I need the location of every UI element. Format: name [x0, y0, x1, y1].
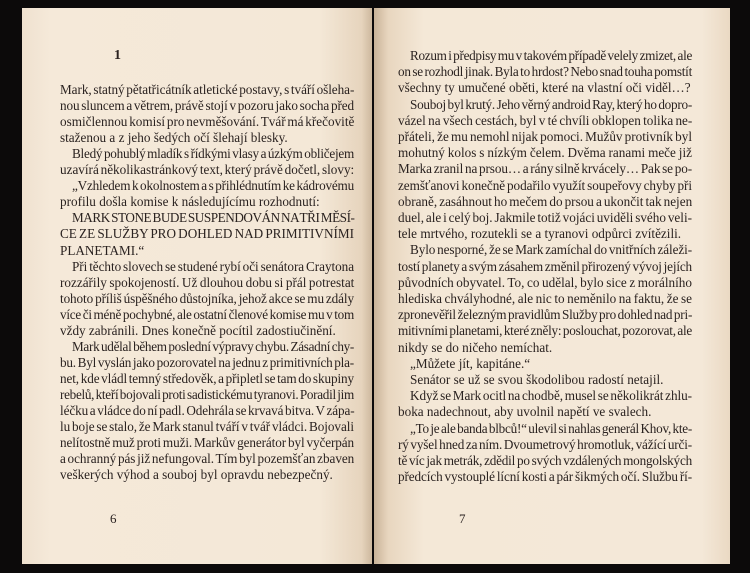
text-line: veškerých výhod a souboj byl opravdu nebezpečný.	[60, 467, 333, 483]
text-line: tele mrtvého, rozutekli se a tyranovi odpůrci zvítězili.	[398, 226, 682, 242]
text-line: CE ZE SLUŽBY PRO DOHLED NAD PRIMITIVNÍMI	[60, 226, 354, 242]
text-line: net, kde vládl temný středověk, a připletl se tam do skupiny	[60, 370, 354, 386]
text-line: Mark udělal během poslední výpravy chybu. Zásadní chy-	[72, 338, 354, 354]
text-line: předcích vystouplé lícní kosti a pár šikmých očí. Službu ří-	[398, 469, 692, 485]
text-line: rý vyšel hned za ním. Dvoumetrový hromotluk, vážící urči-	[398, 436, 692, 452]
text-line: Senátor se už se svou škodolibou radostí netajil.	[410, 372, 664, 387]
text-line: PLANETAMI.“	[60, 242, 145, 258]
text-line: Marka zranil na prsou… a rány silně krvácely… Pak se po-	[398, 161, 692, 177]
text-line: „To je ale banda blbců!“ ulevil si nahlas generál Khov, kte-	[410, 420, 693, 436]
text-line: zemšťanovi konečně podařilo využít soupeřovy chyby při	[398, 177, 692, 193]
text-line: Rozum i předpisy mu v takovém případě velely zmizet, ale	[410, 48, 692, 63]
text-line: Když se Mark ocitl na chodbě, musel se několikrát zhlu-	[410, 388, 692, 404]
text-line: staženou a z jeho šedých očí šlehají blesky.	[60, 130, 288, 146]
text-line: MARK STONE BUDE SUSPENDOVÁN NA TŘI MĚSÍ-	[72, 210, 355, 226]
text-line: tohoto příliš úspěšného důstojníka, jehož akce se mu zdály	[60, 290, 354, 306]
text-line: profilu došla komise k následujícímu rozhodnutí:	[60, 194, 320, 210]
text-line: vázel na všech cestách, byl v té chvíli obklopen tolika ne-	[398, 112, 693, 128]
text-line: Bledý pohublý mladík s řídkými vlasy a úzkým obličejem	[72, 146, 354, 162]
text-line: on se rozhodl jinak. Byla to hrdost? Nebo snad touha pomstít	[398, 64, 692, 80]
right-page	[374, 8, 730, 564]
text-line: tostí planety a svým zásahem změnil přirozený vývoj jejích	[398, 258, 692, 274]
text-line: nou sluncem a větrem, právě stojí v pozoru jako socha před	[60, 98, 354, 114]
text-line: Při těchto slovech se studené rybí oči senátora Craytona	[72, 258, 354, 274]
text-line: uzavírá několikastránkový text, který právě dočetl, slovy:	[60, 162, 355, 178]
text-line: léčku a vládce do ní padl. Odehrála se krvavá bitva. V zápa-	[60, 403, 355, 418]
text-line: všechny ty umučené oběti, které na vlastní oči viděl…?	[398, 80, 691, 96]
text-line: mohutný kolos s nízkým čelem. Dvěma ranami meče již	[398, 145, 692, 161]
text-line: „Můžete jít, kapitáne.“	[410, 355, 531, 371]
text-line: boka nadechnout, aby uvolnil napětí ve svalech.	[398, 404, 652, 420]
text-line: rebelů, kteří bojovali proti sadistickému tyranovi. Poradil jim	[60, 386, 354, 402]
text-line: více či méně pochybné, ale ostatní členové komise mu v tom	[60, 306, 354, 322]
text-line: rozzářily spokojeností. Už dlouhou dobu si přál potrestat	[60, 274, 355, 290]
page-number: 6	[110, 511, 117, 526]
text-line: lu boje se stalo, že Mark stanul tváří v tvář vládci. Bojovali	[60, 419, 354, 435]
chapter-number: 1	[114, 48, 121, 63]
text-line: a ochranný pás již nefungoval. Tím byl pozemšťan zbaven	[60, 451, 355, 467]
text-line: hlediska chvályhodné, ale nic to neměnilo na faktu, že se	[398, 291, 692, 306]
text-line: původních obyvatel. To, co udělal, bylo sice z morálního	[398, 274, 692, 290]
page-number: 7	[459, 511, 466, 526]
text-line: duel, ale i celý boj. Jakmile totiž vojáci uviděli svého veli-	[398, 210, 692, 225]
text-line: mitivními planetami, které zněly: poslouchat, pozorovat, ale	[398, 323, 692, 339]
text-line: nikdy se do ničeho nemíchat.	[398, 339, 553, 355]
text-line: vždy zabránili. Dnes konečně pocítil zadostiučinění.	[60, 322, 336, 338]
text-line: „Vzhledem k okolnostem a s přihlédnutím ke kádrovému	[72, 178, 354, 194]
text-line: tě víc jak metrák, zdědil po svých vzdálených mongolských	[398, 453, 692, 468]
text-line: nelítostně muž proti muži. Markův generátor byl vyčerpán	[60, 435, 354, 451]
text-line: zpronevěřil železným pravidlům Služby pro dohled nad pri-	[398, 307, 693, 323]
text-line: Bylo nesporné, že se Mark zamíchal do vnitřních záleži-	[410, 242, 692, 258]
text-line: Souboj byl krutý. Jeho věrný android Ray, který ho dopro-	[410, 96, 692, 112]
text-line: přáteli, že mu nemohl nijak pomoci. Mužův protivník byl	[398, 129, 692, 144]
text-line: osmičlennou komisí pro nevměšování. Tvář má křečovitě	[60, 114, 355, 130]
left-page	[22, 8, 372, 564]
text-line: bu. Byl vyslán jako pozorovatel na jednu z primitivních pla-	[60, 354, 354, 370]
text-line: Mark, statný pětatřicátník atletické postavy, s tváří ošleha-	[60, 82, 355, 97]
text-line: obraně, zasáhnout ho mečem do prsou a ukončit tak nejen	[398, 193, 693, 209]
